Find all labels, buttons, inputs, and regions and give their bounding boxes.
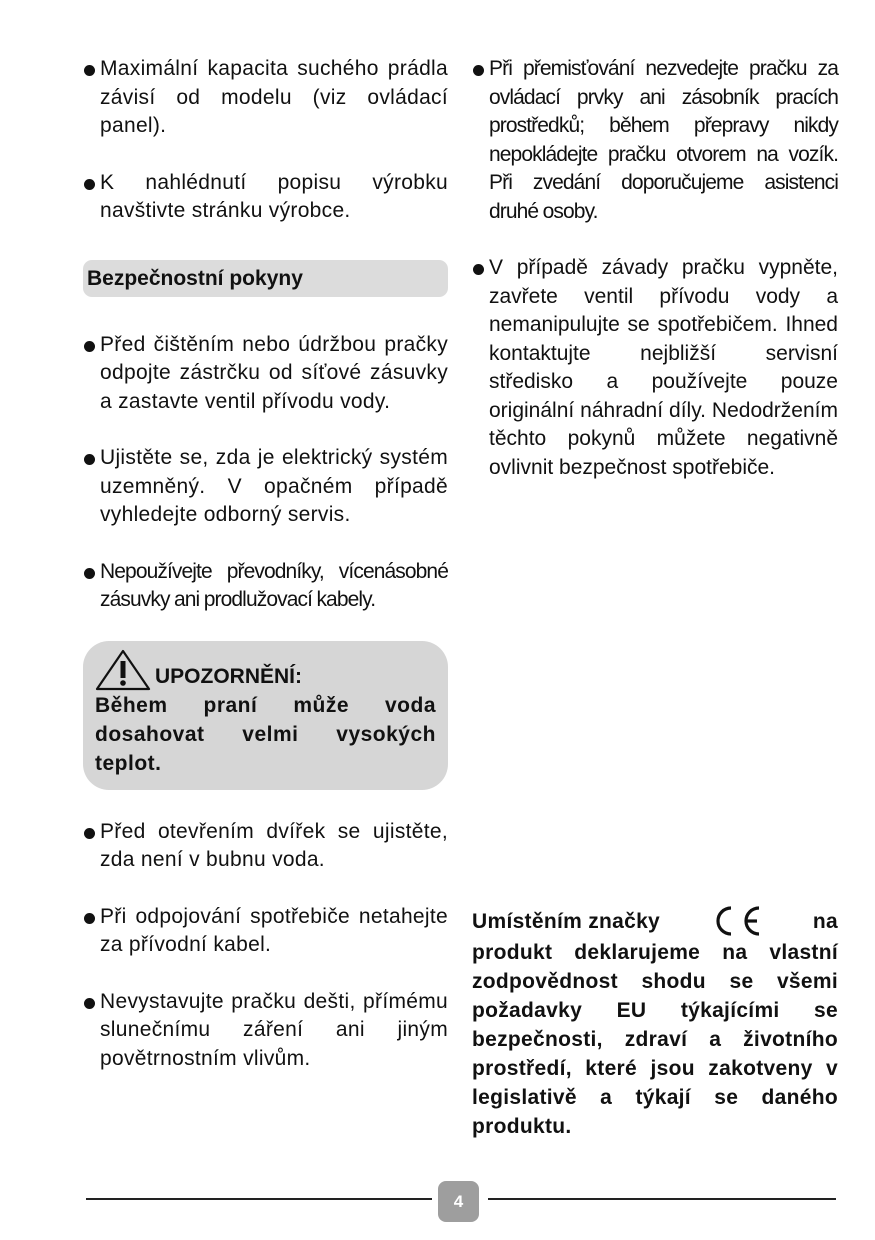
bullet-icon [84, 179, 95, 190]
bullet-icon [84, 828, 95, 839]
ce-first-line: Umístěním značky na [472, 904, 838, 938]
warning-box [83, 641, 448, 790]
right-column [472, 55, 838, 482]
list-item: V případě závady pračku vypněte, zavřete ventil přívodu vody a nemanipulujte se spotřebičem. Ihned kontaktujte nejbližší servisní středisko a používejte pouze originální náhradní díly. Nedodržením těchto pokynů můžete negativně ovlivnit bezpečnost spotřebiče. [472, 254, 838, 482]
ce-declaration-text: produkt deklarujeme na vlastní zodpovědnost shodu se všemi požadavky EU týkajícími se bezpečnosti, zdraví a životního prostředí, které jsou zakotveny v legislativě a týkají se daného produktu. [472, 941, 838, 1138]
page-number: 4 [438, 1181, 479, 1222]
list-item: Maximální kapacita suchého prádla závisí od modelu (viz ovládací panel). [83, 55, 448, 141]
bullet-icon [84, 341, 95, 352]
bullet-icon [473, 65, 484, 76]
warning-title: UPOZORNĚNÍ: [155, 664, 302, 688]
list-item: Před otevřením dvířek se ujistěte, zda není v bubnu voda. [83, 818, 448, 875]
bullet-icon [84, 65, 95, 76]
bullet-icon [84, 568, 95, 579]
bullet-icon [84, 998, 95, 1009]
list-item: K nahlédnutí popisu výrobku navštivte stránku výrobce. [83, 169, 448, 226]
bullet-icon [84, 454, 95, 465]
list-item: Při přemisťování nezvedejte pračku za ovládací prvky ani zásobník pracích prostředků; během přepravy nikdy nepokládejte pračku otvorem na vozík. Při zvedání doporučujeme asistenci druhé osoby. [472, 55, 838, 226]
warning-text: Během praní může voda dosahovat velmi vysokých teplot. [95, 693, 436, 775]
list-item: Nepoužívejte převodníky, vícenásobné zásuvky ani prodlužovací kabely. [83, 558, 448, 615]
left-column [83, 55, 448, 1073]
footer-rule-left [86, 1198, 432, 1200]
warning-title-row [95, 649, 436, 691]
list-item: Při odpojování spotřebiče netahejte za přívodní kabel. [83, 903, 448, 960]
ce-mark-icon [709, 904, 763, 938]
bullet-icon [84, 913, 95, 924]
list-item: Nevystavujte pračku dešti, přímému slunečnímu záření ani jiným povětrnostním vlivům. [83, 988, 448, 1074]
list-item: Ujistěte se, zda je elektrický systém uzemněný. V opačném případě vyhledejte odborný servis. [83, 444, 448, 530]
footer-rule-right [488, 1198, 836, 1200]
bullet-icon [473, 264, 484, 275]
section-heading: Bezpečnostní pokyny [83, 260, 448, 297]
ce-declaration [472, 904, 838, 1141]
warning-triangle-icon [95, 649, 151, 691]
list-item: Před čištěním nebo údržbou pračky odpojte zástrčku od síťové zásuvky a zastavte ventil přívodu vody. [83, 331, 448, 417]
